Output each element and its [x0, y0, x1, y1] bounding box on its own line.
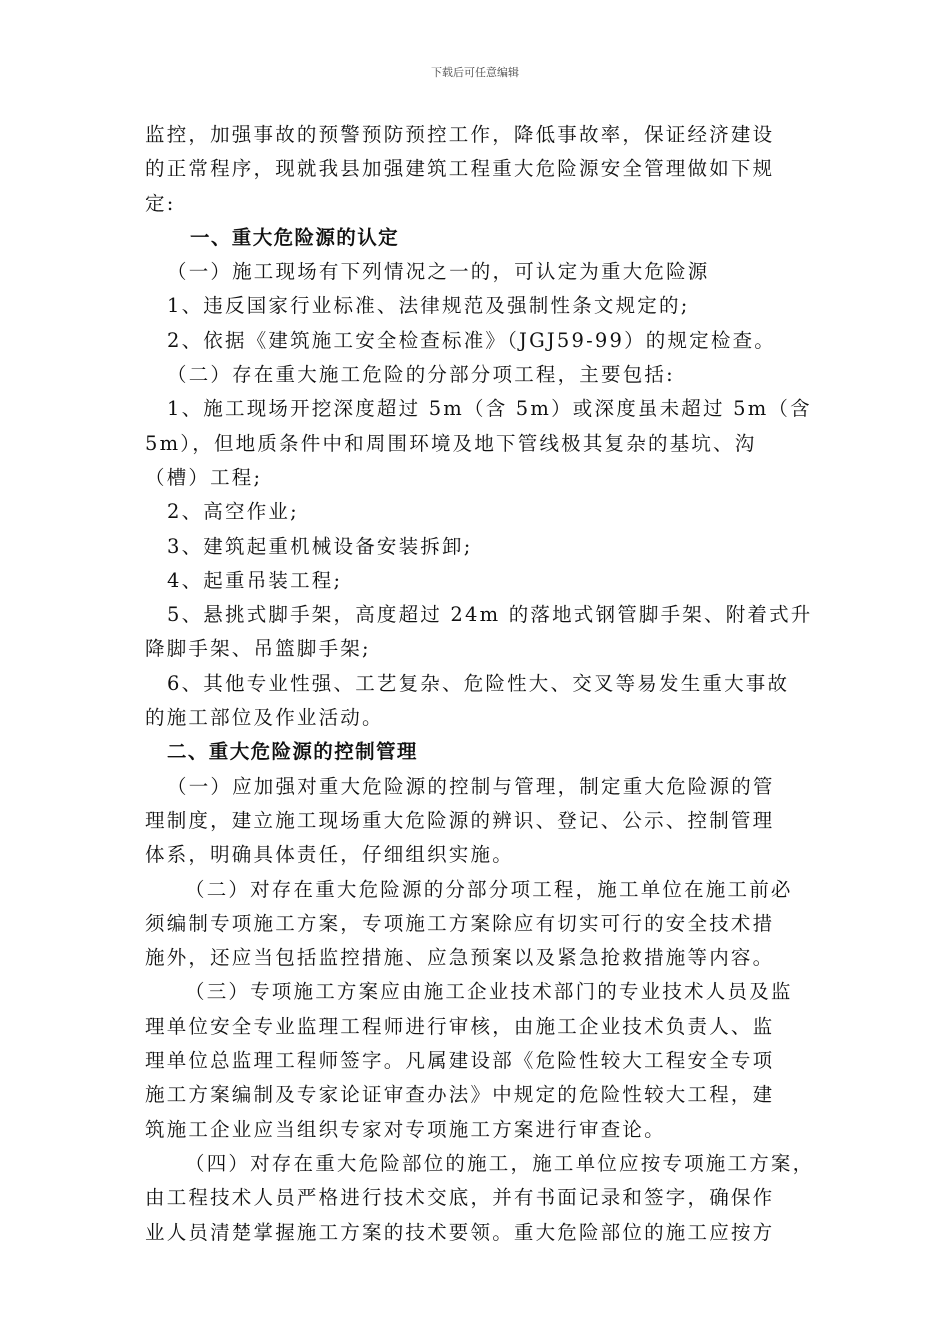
paragraph-line: 监控，加强事故的预警预防预控工作，降低事故率，保证经济建设 [145, 123, 775, 146]
paragraph-line: （一）施工现场有下列情况之一的，可认定为重大危险源 [167, 260, 710, 284]
document-body [145, 118, 815, 1250]
paragraph-line: （二）对存在重大危险源的分部分项工程，施工单位在施工前必 [185, 877, 793, 901]
paragraph-line: 定: [145, 191, 176, 215]
paragraph-line: 5、悬挑式脚手架，高度超过 24m 的落地式钢管脚手架、附着式升 [167, 603, 813, 627]
section-heading: 二、重大危险源的控制管理 [167, 740, 418, 764]
paragraph-line: 理单位总监理工程师签字。凡属建设部《危险性较大工程安全专项 [145, 1049, 775, 1073]
paragraph-line: 1、施工现场开挖深度超过 5m（含 5m）或深度虽未超过 5m（含 [167, 397, 812, 421]
paragraph-line: 的施工部位及作业活动。 [145, 706, 384, 730]
paragraph-line: 2、依据《建筑施工安全检查标准》（JGJ59-99）的规定检查。 [167, 328, 776, 352]
paragraph-line: 1、违反国家行业标准、法律规范及强制性条文规定的; [167, 294, 690, 318]
paragraph-line: 3、建筑起重机械设备安装拆卸; [167, 534, 473, 558]
paragraph-line: （槽）工程; [145, 465, 263, 489]
paragraph-line: 5m），但地质条件中和周围环境及地下管线极其复杂的基坑、沟 [145, 431, 757, 455]
paragraph-line: 业人员清楚掌握施工方案的技术要领。重大危险部位的施工应按方 [145, 1220, 775, 1244]
paragraph-line: 施工方案编制及专家论证审查办法》中规定的危险性较大工程，建 [145, 1083, 775, 1107]
paragraph-line: 的正常程序，现就我县加强建筑工程重大危险源安全管理做如下规 [145, 157, 775, 181]
paragraph-line: 降脚手架、吊篮脚手架; [145, 637, 371, 661]
paragraph-line: 理制度，建立施工现场重大危险源的辨识、登记、公示、控制管理 [145, 808, 775, 832]
paragraph-line: （二）存在重大施工危险的分部分项工程，主要包括: [167, 363, 675, 387]
paragraph-line: （三）专项施工方案应由施工企业技术部门的专业技术人员及监 [185, 980, 793, 1004]
paragraph-line: 由工程技术人员严格进行技术交底，并有书面记录和签字，确保作 [145, 1186, 775, 1210]
paragraph-line: 体系，明确具体责任，仔细组织实施。 [145, 843, 514, 867]
paragraph-line: 施外，还应当包括监控措施、应急预案以及紧急抢救措施等内容。 [145, 946, 775, 970]
paragraph-line: 4、起重吊装工程; [167, 568, 343, 592]
section-heading: 一、重大危险源的认定 [190, 225, 400, 249]
paragraph-line: 筑施工企业应当组织专家对专项施工方案进行审查论。 [145, 1117, 666, 1141]
paragraph-line: 2、高空作业; [167, 500, 299, 524]
page-header: 下载后可任意编辑 [431, 66, 519, 79]
paragraph-line: （一）应加强对重大危险源的控制与管理，制定重大危险源的管 [167, 774, 775, 798]
paragraph-line: 须编制专项施工方案，专项施工方案除应有切实可行的安全技术措 [145, 911, 775, 935]
paragraph-line: （四）对存在重大危险部位的施工，施工单位应按专项施工方案， [185, 1151, 815, 1175]
paragraph-line: 6、其他专业性强、工艺复杂、危险性大、交叉等易发生重大事故 [167, 671, 790, 695]
paragraph-line: 理单位安全专业监理工程师进行审核，由施工企业技术负责人、监 [145, 1014, 775, 1038]
